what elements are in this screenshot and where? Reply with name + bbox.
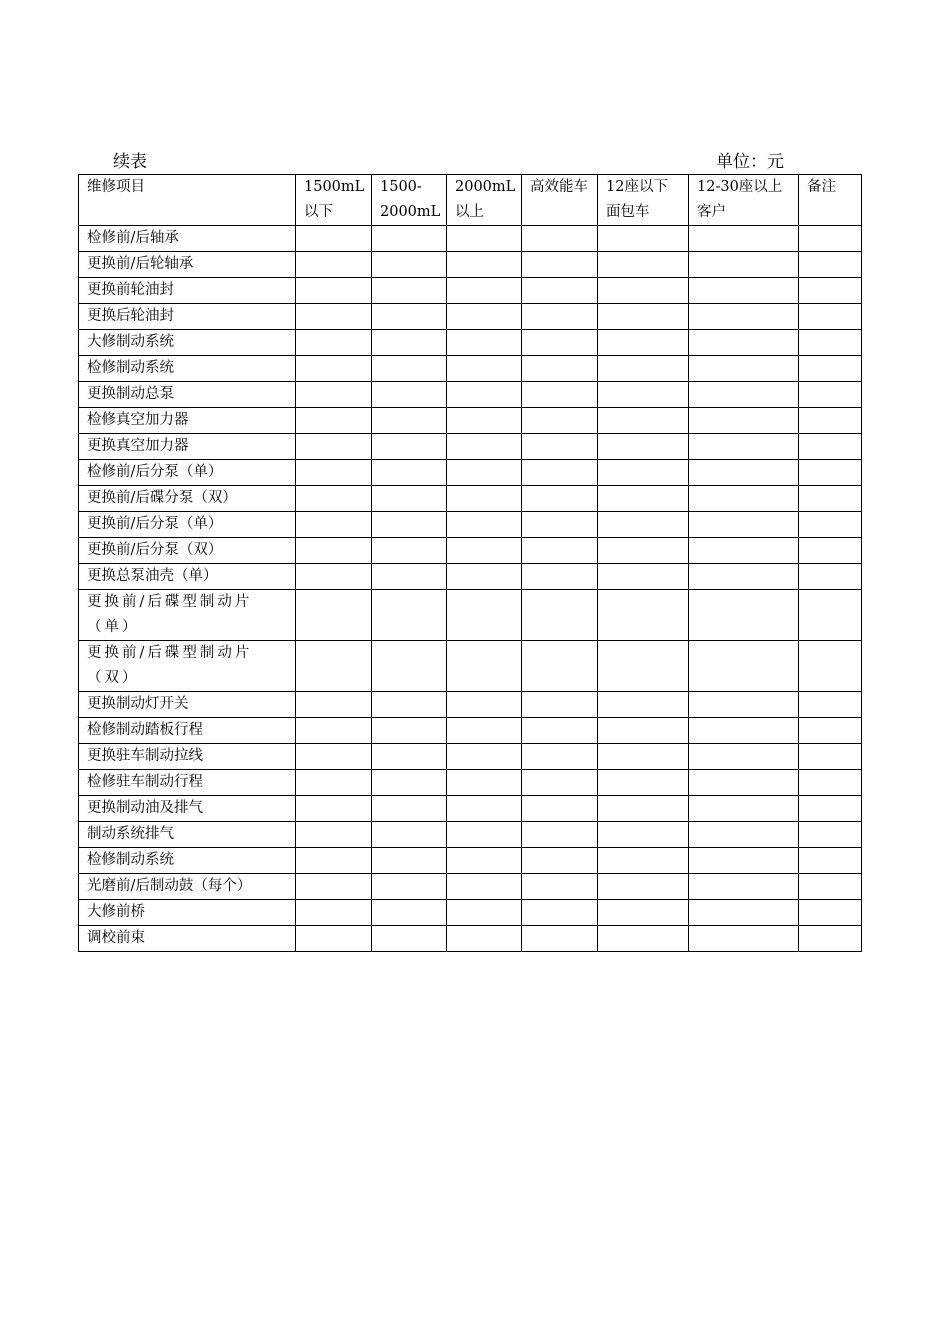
price-cell xyxy=(447,641,522,692)
price-cell xyxy=(598,926,689,952)
price-cell xyxy=(598,330,689,356)
price-cell xyxy=(296,848,372,874)
price-cell xyxy=(522,252,598,278)
price-cell xyxy=(799,434,862,460)
price-cell xyxy=(372,460,447,486)
repair-item-cell: 更换前/后碟型制动片（双） xyxy=(79,641,296,692)
price-cell xyxy=(522,641,598,692)
price-cell xyxy=(689,822,799,848)
price-cell xyxy=(689,538,799,564)
table-row xyxy=(79,744,862,770)
price-cell xyxy=(447,252,522,278)
table-row xyxy=(79,848,862,874)
price-cell xyxy=(372,564,447,590)
price-cell xyxy=(372,512,447,538)
repair-item-cell: 大修制动系统 xyxy=(79,330,296,356)
price-cell xyxy=(689,564,799,590)
price-cell xyxy=(447,226,522,252)
repair-item-cell: 更换前/后轮轴承 xyxy=(79,252,296,278)
price-cell xyxy=(447,590,522,641)
price-cell xyxy=(296,434,372,460)
price-cell xyxy=(447,278,522,304)
table-row xyxy=(79,408,862,434)
repair-item-cell: 检修制动踏板行程 xyxy=(79,718,296,744)
table-row xyxy=(79,822,862,848)
repair-item-cell: 检修真空加力器 xyxy=(79,408,296,434)
unit-label: 单位：元 xyxy=(716,152,784,172)
price-cell xyxy=(799,486,862,512)
price-cell xyxy=(522,330,598,356)
table-row xyxy=(79,538,862,564)
header-remarks: 备注 xyxy=(799,175,862,226)
price-cell xyxy=(296,538,372,564)
price-cell xyxy=(598,641,689,692)
price-cell xyxy=(598,434,689,460)
price-cell xyxy=(296,226,372,252)
price-cell xyxy=(372,356,447,382)
price-cell xyxy=(598,538,689,564)
repair-item-cell: 更换前/后分泵（双） xyxy=(79,538,296,564)
price-cell xyxy=(522,486,598,512)
price-cell xyxy=(799,564,862,590)
price-cell xyxy=(447,356,522,382)
table-row xyxy=(79,900,862,926)
price-cell xyxy=(372,590,447,641)
table-row xyxy=(79,330,862,356)
price-cell xyxy=(598,382,689,408)
price-cell xyxy=(689,590,799,641)
repair-item-cell: 检修驻车制动行程 xyxy=(79,770,296,796)
table-row xyxy=(79,718,862,744)
header-minibus: 12座以下面包车 xyxy=(598,175,689,226)
price-cell xyxy=(296,356,372,382)
price-cell xyxy=(522,874,598,900)
price-cell xyxy=(522,408,598,434)
price-cell xyxy=(296,796,372,822)
price-cell xyxy=(799,770,862,796)
repair-item-cell: 检修前/后轴承 xyxy=(79,226,296,252)
price-cell xyxy=(598,460,689,486)
price-cell xyxy=(372,692,447,718)
price-cell xyxy=(598,822,689,848)
price-cell xyxy=(689,641,799,692)
price-cell xyxy=(447,382,522,408)
price-cell xyxy=(522,512,598,538)
price-cell xyxy=(689,770,799,796)
price-cell xyxy=(799,512,862,538)
price-cell xyxy=(372,718,447,744)
repair-item-cell: 更换前轮油封 xyxy=(79,278,296,304)
price-cell xyxy=(447,718,522,744)
price-cell xyxy=(372,278,447,304)
price-cell xyxy=(689,874,799,900)
price-cell xyxy=(372,252,447,278)
price-cell xyxy=(372,330,447,356)
price-cell xyxy=(372,900,447,926)
price-cell xyxy=(799,641,862,692)
price-cell xyxy=(799,460,862,486)
table-continued-label: 续表 xyxy=(113,152,147,172)
table-row xyxy=(79,692,862,718)
price-cell xyxy=(372,744,447,770)
price-cell xyxy=(522,356,598,382)
price-cell xyxy=(799,926,862,952)
repair-item-cell: 光磨前/后制动鼓（每个） xyxy=(79,874,296,900)
table-row xyxy=(79,590,862,641)
price-cell xyxy=(372,382,447,408)
price-cell xyxy=(598,874,689,900)
price-cell xyxy=(689,486,799,512)
price-cell xyxy=(296,564,372,590)
price-cell xyxy=(689,900,799,926)
price-cell xyxy=(372,408,447,434)
price-cell xyxy=(522,564,598,590)
price-cell xyxy=(447,796,522,822)
price-cell xyxy=(296,822,372,848)
price-cell xyxy=(372,486,447,512)
repair-item-cell: 更换后轮油封 xyxy=(79,304,296,330)
header-above-2000ml: 2000mL以上 xyxy=(447,175,522,226)
table-header-row xyxy=(79,175,862,226)
price-cell xyxy=(296,641,372,692)
price-cell xyxy=(372,304,447,330)
price-cell xyxy=(689,692,799,718)
price-cell xyxy=(372,770,447,796)
price-cell xyxy=(799,356,862,382)
price-cell xyxy=(598,718,689,744)
header-high-performance: 高效能车 xyxy=(522,175,598,226)
table-row xyxy=(79,926,862,952)
table-row xyxy=(79,356,862,382)
price-cell xyxy=(799,718,862,744)
price-cell xyxy=(522,718,598,744)
price-cell xyxy=(372,434,447,460)
price-cell xyxy=(447,848,522,874)
repair-item-cell: 更换制动油及排气 xyxy=(79,796,296,822)
price-cell xyxy=(598,278,689,304)
price-cell xyxy=(447,434,522,460)
price-cell xyxy=(689,226,799,252)
price-cell xyxy=(598,304,689,330)
price-cell xyxy=(372,538,447,564)
repair-item-cell: 大修前桥 xyxy=(79,900,296,926)
price-cell xyxy=(689,718,799,744)
price-cell xyxy=(799,590,862,641)
header-1500-2000ml: 1500-2000mL xyxy=(372,175,447,226)
price-cell xyxy=(689,408,799,434)
price-cell xyxy=(689,460,799,486)
price-cell xyxy=(799,278,862,304)
price-cell xyxy=(598,226,689,252)
price-cell xyxy=(447,770,522,796)
header-below-1500ml: 1500mL以下 xyxy=(296,175,372,226)
table-row xyxy=(79,641,862,692)
price-cell xyxy=(372,822,447,848)
price-cell xyxy=(447,304,522,330)
price-cell xyxy=(296,744,372,770)
header-repair-item: 维修项目 xyxy=(79,175,296,226)
price-cell xyxy=(296,278,372,304)
price-cell xyxy=(799,822,862,848)
price-cell xyxy=(598,590,689,641)
table-row xyxy=(79,382,862,408)
price-cell xyxy=(447,564,522,590)
price-cell xyxy=(447,874,522,900)
table-row xyxy=(79,770,862,796)
price-cell xyxy=(447,926,522,952)
price-cell xyxy=(372,796,447,822)
price-cell xyxy=(522,848,598,874)
price-cell xyxy=(689,744,799,770)
price-cell xyxy=(799,692,862,718)
price-cell xyxy=(799,900,862,926)
price-cell xyxy=(296,692,372,718)
price-cell xyxy=(689,278,799,304)
price-cell xyxy=(447,486,522,512)
price-cell xyxy=(296,408,372,434)
price-cell xyxy=(447,460,522,486)
price-cell xyxy=(296,512,372,538)
price-cell xyxy=(296,304,372,330)
price-cell xyxy=(522,226,598,252)
price-cell xyxy=(522,926,598,952)
price-cell xyxy=(689,304,799,330)
price-cell xyxy=(689,434,799,460)
price-cell xyxy=(799,382,862,408)
price-cell xyxy=(372,226,447,252)
table-row xyxy=(79,460,862,486)
table-row xyxy=(79,226,862,252)
price-cell xyxy=(522,796,598,822)
price-cell xyxy=(296,460,372,486)
price-cell xyxy=(296,926,372,952)
price-cell xyxy=(598,744,689,770)
price-cell xyxy=(447,330,522,356)
price-cell xyxy=(598,512,689,538)
price-cell xyxy=(296,252,372,278)
header-coach: 12-30座以上客户 xyxy=(689,175,799,226)
price-cell xyxy=(372,874,447,900)
table-row xyxy=(79,434,862,460)
price-cell xyxy=(296,770,372,796)
repair-item-cell: 更换前/后分泵（单） xyxy=(79,512,296,538)
price-cell xyxy=(522,382,598,408)
price-cell xyxy=(447,900,522,926)
price-cell xyxy=(296,330,372,356)
price-cell xyxy=(372,926,447,952)
price-cell xyxy=(799,848,862,874)
repair-item-cell: 检修制动系统 xyxy=(79,848,296,874)
price-cell xyxy=(689,848,799,874)
price-cell xyxy=(296,382,372,408)
price-cell xyxy=(799,796,862,822)
price-cell xyxy=(447,538,522,564)
price-cell xyxy=(799,226,862,252)
price-cell xyxy=(799,874,862,900)
price-cell xyxy=(447,692,522,718)
table-row xyxy=(79,874,862,900)
repair-item-cell: 更换前/后碟分泵（双） xyxy=(79,486,296,512)
price-cell xyxy=(296,718,372,744)
price-cell xyxy=(598,692,689,718)
price-cell xyxy=(296,900,372,926)
price-cell xyxy=(447,822,522,848)
table-row xyxy=(79,278,862,304)
price-cell xyxy=(598,900,689,926)
price-cell xyxy=(447,744,522,770)
price-cell xyxy=(689,796,799,822)
repair-item-cell: 调校前束 xyxy=(79,926,296,952)
table-row xyxy=(79,252,862,278)
price-cell xyxy=(799,538,862,564)
repair-item-cell: 检修制动系统 xyxy=(79,356,296,382)
price-cell xyxy=(598,770,689,796)
price-cell xyxy=(372,848,447,874)
table-row xyxy=(79,304,862,330)
repair-item-cell: 更换驻车制动拉线 xyxy=(79,744,296,770)
price-cell xyxy=(598,408,689,434)
price-cell xyxy=(296,486,372,512)
table-row xyxy=(79,512,862,538)
repair-item-cell: 更换真空加力器 xyxy=(79,434,296,460)
price-cell xyxy=(522,538,598,564)
price-cell xyxy=(522,590,598,641)
price-cell xyxy=(372,641,447,692)
repair-item-cell: 更换前/后碟型制动片（单） xyxy=(79,590,296,641)
table-row xyxy=(79,796,862,822)
price-cell xyxy=(522,460,598,486)
repair-item-cell: 更换制动总泵 xyxy=(79,382,296,408)
price-cell xyxy=(598,796,689,822)
price-cell xyxy=(799,408,862,434)
price-cell xyxy=(799,330,862,356)
table-row xyxy=(79,486,862,512)
price-cell xyxy=(296,590,372,641)
price-cell xyxy=(522,822,598,848)
price-cell xyxy=(522,278,598,304)
price-cell xyxy=(598,356,689,382)
price-cell xyxy=(598,486,689,512)
table-row xyxy=(79,564,862,590)
price-cell xyxy=(689,356,799,382)
price-cell xyxy=(522,744,598,770)
price-cell xyxy=(447,512,522,538)
price-cell xyxy=(799,304,862,330)
price-cell xyxy=(689,252,799,278)
price-cell xyxy=(296,874,372,900)
price-cell xyxy=(447,408,522,434)
price-cell xyxy=(799,252,862,278)
price-cell xyxy=(689,382,799,408)
price-cell xyxy=(522,434,598,460)
repair-item-cell: 更换制动灯开关 xyxy=(79,692,296,718)
repair-item-cell: 制动系统排气 xyxy=(79,822,296,848)
price-cell xyxy=(689,330,799,356)
price-cell xyxy=(689,926,799,952)
repair-item-cell: 检修前/后分泵（单） xyxy=(79,460,296,486)
price-cell xyxy=(799,744,862,770)
price-cell xyxy=(598,564,689,590)
price-cell xyxy=(598,252,689,278)
repair-item-cell: 更换总泵油壳（单） xyxy=(79,564,296,590)
price-cell xyxy=(522,304,598,330)
price-cell xyxy=(522,692,598,718)
price-cell xyxy=(522,900,598,926)
price-cell xyxy=(522,770,598,796)
price-cell xyxy=(689,512,799,538)
table-body xyxy=(79,226,862,952)
price-cell xyxy=(598,848,689,874)
repair-price-table xyxy=(78,174,862,952)
